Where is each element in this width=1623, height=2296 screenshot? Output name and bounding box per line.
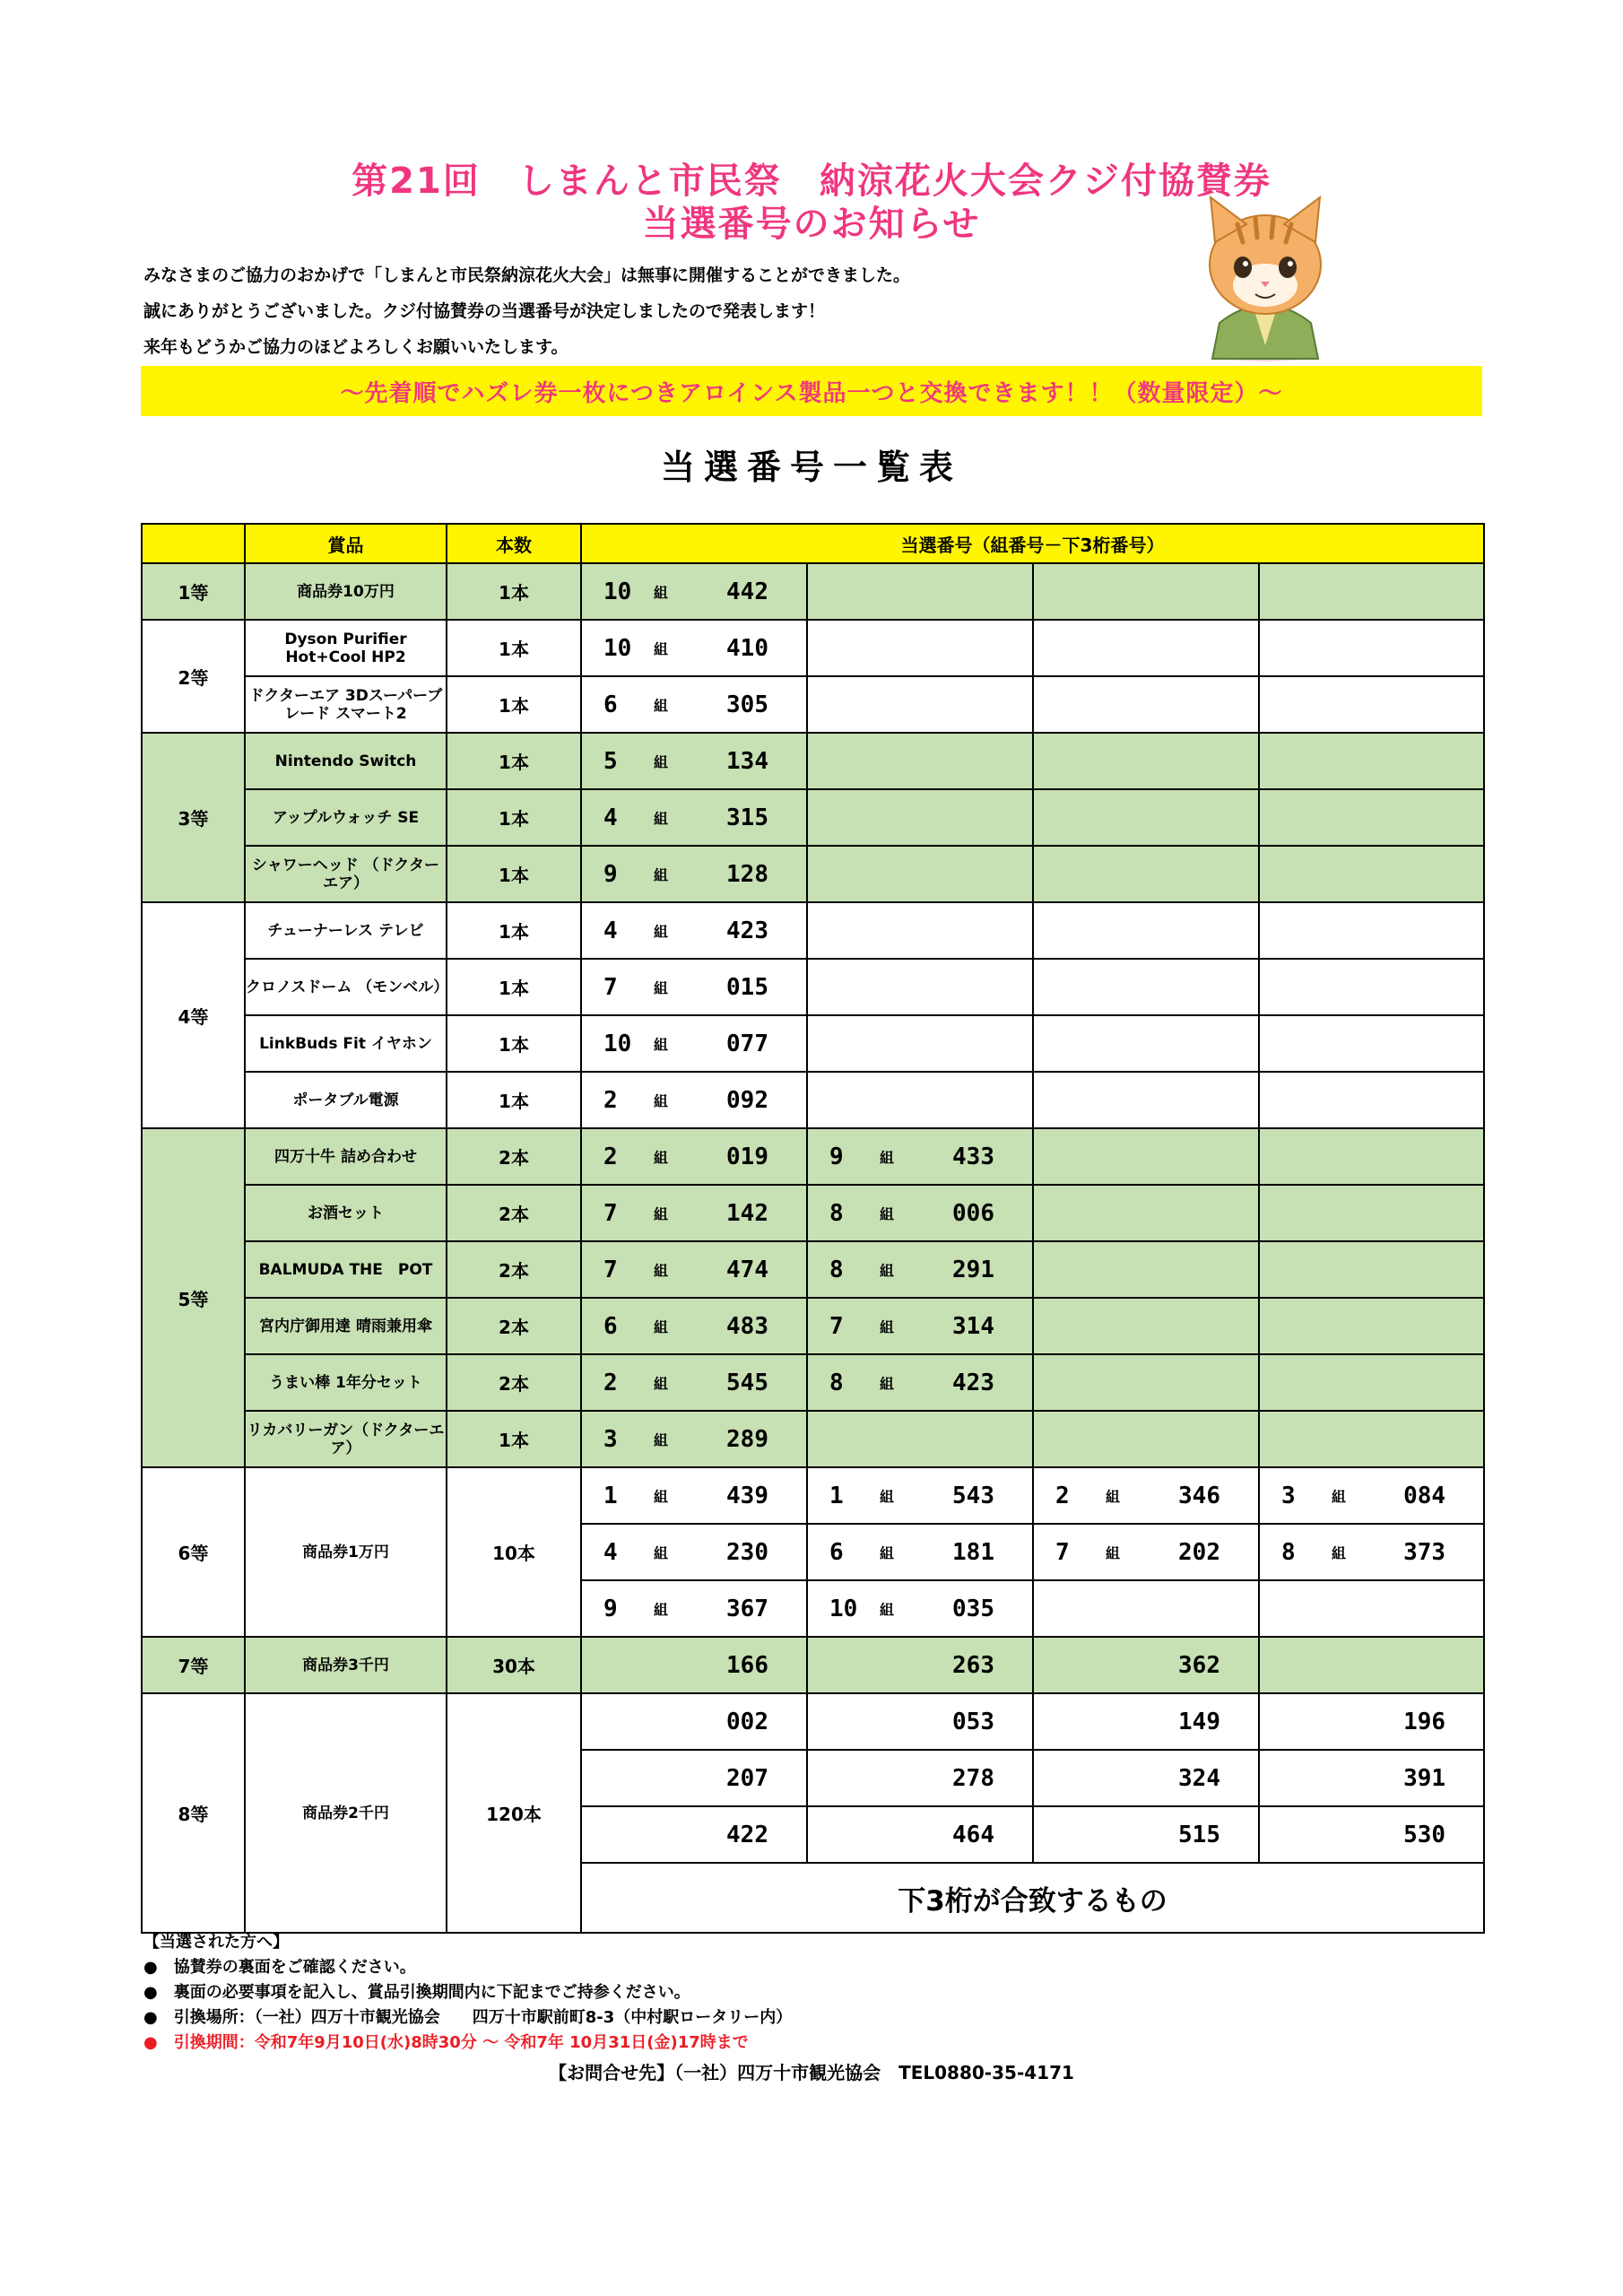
prize-count: 1本 [447,959,581,1015]
group-number: 4 [603,917,618,944]
ticket-number: 314 [952,1312,994,1340]
prize-name: 商品券3千円 [245,1637,447,1693]
prize-count: 1本 [447,676,581,733]
number-cell [807,1524,1033,1580]
number-cell [1259,1411,1484,1467]
ticket-number: 423 [726,917,768,944]
rank-cell: 6等 [142,1467,245,1637]
number-cell [1259,1072,1484,1128]
group-number: 8 [829,1256,844,1283]
group-number: 7 [603,973,618,1001]
ticket-number: 181 [952,1538,994,1566]
group-label: 組 [654,1149,669,1166]
prize-count: 2本 [447,1298,581,1354]
ticket-number: 543 [952,1482,994,1509]
number-cell [581,1806,807,1863]
intro-line-1: みなさまのご協力のおかげで「しまんと市民祭納涼花火大会」は無事に開催することができました。 [143,265,911,285]
table-row [142,1693,1484,1750]
ticket-number: 128 [726,860,768,888]
prize-name: 商品券1万円 [245,1467,447,1637]
number-cell [1259,902,1484,959]
number-cell [1033,1015,1259,1072]
ticket-number: 474 [726,1256,768,1283]
number-cell [581,902,807,959]
footer-bullet-3: ● 引換場所：（一社）四万十市観光協会 四万十市駅前町8-3（中村駅ロータリー内） [143,2008,793,2027]
prize-count: 1本 [447,620,581,676]
exchange-banner: ～先着順でハズレ券一枚につきアロインス製品一つと交換できます！！（数量限定）～ [141,366,1482,416]
number-cell [581,1072,807,1128]
number-cell [1259,1241,1484,1298]
table-row [142,563,1484,620]
number-cell [1259,1693,1484,1750]
ticket-number: 367 [726,1595,768,1622]
number-cell [1259,959,1484,1015]
number-cell [807,676,1033,733]
group-label: 組 [654,1036,669,1053]
prize-name: クロノスドーム （モンベル） [245,959,447,1015]
ticket-number: 362 [1178,1651,1220,1679]
prize-count: 1本 [447,563,581,620]
ticket-number: 142 [726,1199,768,1227]
table-row [142,676,1484,733]
number-cell [807,1072,1033,1128]
ticket-number: 410 [726,634,768,662]
table-row [142,620,1484,676]
ticket-number: 230 [726,1538,768,1566]
number-cell [1259,1467,1484,1524]
rank-cell: 2等 [142,620,245,733]
number-cell [1033,1298,1259,1354]
number-cell [1033,1467,1259,1524]
intro-line-3: 来年もどうかご協力のほどよろしくお願いいたします。 [143,337,568,357]
group-label: 組 [654,1318,669,1335]
prize-count: 2本 [447,1128,581,1185]
rank-cell: 1等 [142,563,245,620]
ticket-number: 530 [1403,1821,1446,1848]
group-number: 10 [603,634,632,662]
table-row [142,902,1484,959]
group-number: 1 [603,1482,618,1509]
prize-name: お酒セット [245,1185,447,1241]
prize-name: BALMUDA THE POT [245,1241,447,1298]
ticket-number: 291 [952,1256,994,1283]
number-cell [1259,1806,1484,1863]
number-cell [1033,1354,1259,1411]
number-cell [1033,959,1259,1015]
ticket-number: 442 [726,578,768,605]
number-cell [1259,1185,1484,1241]
number-cell [807,1580,1033,1637]
group-number: 2 [603,1086,618,1114]
prize-name: LinkBuds Fit イヤホン [245,1015,447,1072]
rank-cell: 7等 [142,1637,245,1693]
number-cell [807,1750,1033,1806]
group-label: 組 [880,1205,895,1222]
group-label: 組 [1332,1488,1347,1505]
contact-info: 【お問合せ先】（一社）四万十市観光協会 TEL0880-35-4171 [549,2062,1074,2083]
group-number: 7 [603,1256,618,1283]
group-number: 9 [603,1595,618,1622]
prize-name: チューナーレス テレビ [245,902,447,959]
number-cell [581,563,807,620]
number-cell [581,1750,807,1806]
table-row [142,1185,1484,1241]
prize-count: 1本 [447,1411,581,1467]
number-cell [807,1467,1033,1524]
number-cell [581,1693,807,1750]
group-label: 組 [654,923,669,940]
group-label: 組 [880,1149,895,1166]
number-cell [1033,1072,1259,1128]
number-cell [1033,1128,1259,1185]
number-cell [1033,1580,1259,1637]
ticket-number: 391 [1403,1764,1446,1792]
number-cell [1259,676,1484,733]
ticket-number: 423 [952,1369,994,1396]
header-numbers: 当選番号（組番号－下3桁番号） [581,524,1484,563]
number-cell [1259,1750,1484,1806]
number-cell [581,1185,807,1241]
group-label: 組 [654,1262,669,1279]
group-number: 2 [1055,1482,1070,1509]
group-label: 組 [654,584,669,601]
table-row [142,1411,1484,1467]
group-number: 7 [1055,1538,1070,1566]
prize-count: 120本 [447,1693,581,1933]
number-cell [1259,846,1484,902]
number-cell [807,902,1033,959]
ticket-number: 278 [952,1764,994,1792]
number-cell [807,959,1033,1015]
group-label: 組 [654,1431,669,1448]
prize-name: Nintendo Switch [245,733,447,789]
number-cell [1033,563,1259,620]
prize-name: 四万十牛 詰め合わせ [245,1128,447,1185]
group-label: 組 [654,1544,669,1561]
group-label: 組 [880,1488,895,1505]
footer-bullet-1: ● 協賛券の裏面をご確認ください。 [143,1958,416,1977]
number-cell [581,733,807,789]
exchange-period: ● 引換期間：令和7年9月10日(水)8時30分 ～ 令和7年 10月31日(金)17時まで [143,2033,749,2052]
number-cell [1033,1241,1259,1298]
ticket-number: 422 [726,1821,768,1848]
number-cell [1259,563,1484,620]
group-label: 組 [654,697,669,714]
number-cell [1033,1806,1259,1863]
number-cell [581,1128,807,1185]
group-label: 組 [1106,1544,1121,1561]
number-cell [807,1806,1033,1863]
header-count: 本数 [447,524,581,563]
ticket-number: 084 [1403,1482,1446,1509]
ticket-number: 289 [726,1425,768,1453]
number-cell [581,1411,807,1467]
table-row [142,1637,1484,1693]
group-label: 組 [654,1205,669,1222]
group-number: 10 [829,1595,858,1622]
prize-count: 1本 [447,1015,581,1072]
number-cell [581,1354,807,1411]
group-label: 組 [654,810,669,827]
intro-line-2: 誠にありがとうございました。クジ付協賛券の当選番号が決定しましたので発表します！ [143,301,826,321]
ticket-number: 015 [726,973,768,1001]
number-cell [1259,620,1484,676]
table-row [142,1354,1484,1411]
group-number: 10 [603,1030,632,1057]
group-label: 組 [654,1601,669,1618]
number-cell [1259,1128,1484,1185]
prize-name: Dyson Purifier Hot+Cool HP2 [245,620,447,676]
prize-name: リカバリーガン（ドクターエア） [245,1411,447,1467]
ticket-number: 373 [1403,1538,1446,1566]
prize-count: 1本 [447,789,581,846]
prize-name: シャワーヘッド （ドクターエア） [245,846,447,902]
number-cell [807,1128,1033,1185]
number-cell [581,846,807,902]
header-blank [142,524,245,563]
group-label: 組 [880,1544,895,1561]
number-cell [1033,1637,1259,1693]
rank-cell: 4等 [142,902,245,1128]
group-number: 8 [829,1369,844,1396]
prize-name: ポータブル電源 [245,1072,447,1128]
prize-count: 2本 [447,1185,581,1241]
ticket-number: 202 [1178,1538,1220,1566]
table-row [142,789,1484,846]
group-label: 組 [880,1262,895,1279]
group-label: 組 [654,866,669,883]
group-number: 3 [1281,1482,1296,1509]
number-cell [1033,1750,1259,1806]
table-row [142,1467,1484,1524]
number-cell [807,1241,1033,1298]
header-prize: 賞品 [245,524,447,563]
table-row [142,1128,1484,1185]
number-cell [807,563,1033,620]
ticket-number: 315 [726,804,768,831]
group-number: 2 [603,1143,618,1170]
number-cell [807,789,1033,846]
ticket-number: 515 [1178,1821,1220,1848]
prize-count: 1本 [447,733,581,789]
prize-count: 1本 [447,846,581,902]
group-label: 組 [654,1488,669,1505]
number-cell [1259,1015,1484,1072]
number-cell [581,620,807,676]
number-cell [1259,1298,1484,1354]
prize-name: アップルウォッチ SE [245,789,447,846]
number-cell [1033,676,1259,733]
number-cell [1259,733,1484,789]
ticket-number: 092 [726,1086,768,1114]
group-label: 組 [654,753,669,770]
prize-name: 商品券2千円 [245,1693,447,1933]
ticket-number: 077 [726,1030,768,1057]
prize-count: 2本 [447,1354,581,1411]
ticket-number: 464 [952,1821,994,1848]
table-row [142,1072,1484,1128]
prize-count: 10本 [447,1467,581,1637]
ticket-number: 035 [952,1595,994,1622]
eighth-prize-note: 下3桁が合致するもの [581,1863,1484,1933]
number-cell [807,846,1033,902]
ticket-number: 006 [952,1199,994,1227]
prize-count: 1本 [447,902,581,959]
group-label: 組 [1106,1488,1121,1505]
ticket-number: 545 [726,1369,768,1396]
table-row [142,1298,1484,1354]
table-row [142,959,1484,1015]
number-cell [581,1637,807,1693]
number-cell [807,1185,1033,1241]
group-label: 組 [880,1601,895,1618]
group-label: 組 [654,640,669,657]
group-number: 2 [603,1369,618,1396]
number-cell [807,1354,1033,1411]
rank-cell: 3等 [142,733,245,902]
group-number: 9 [603,860,618,888]
group-number: 8 [1281,1538,1296,1566]
ticket-number: 207 [726,1764,768,1792]
rank-cell: 5等 [142,1128,245,1467]
ticket-number: 149 [1178,1708,1220,1735]
number-cell [1259,1524,1484,1580]
group-label: 組 [1332,1544,1347,1561]
number-cell [1259,1580,1484,1637]
number-cell [581,1580,807,1637]
number-cell [1259,1637,1484,1693]
prize-count: 2本 [447,1241,581,1298]
number-cell [1033,1693,1259,1750]
group-number: 3 [603,1425,618,1453]
group-number: 9 [829,1143,844,1170]
number-cell [1259,789,1484,846]
group-label: 組 [880,1375,895,1392]
number-cell [1033,902,1259,959]
number-cell [581,676,807,733]
number-cell [807,733,1033,789]
prize-count: 1本 [447,1072,581,1128]
number-cell [581,959,807,1015]
ticket-number: 053 [952,1708,994,1735]
ticket-number: 483 [726,1312,768,1340]
number-cell [1033,789,1259,846]
number-cell [807,1298,1033,1354]
group-number: 5 [603,747,618,775]
ticket-number: 019 [726,1143,768,1170]
number-cell [807,1693,1033,1750]
table-row [142,846,1484,902]
ticket-number: 002 [726,1708,768,1735]
number-cell [581,1467,807,1524]
list-title: 当選番号一覧表 [660,448,962,487]
ticket-number: 305 [726,691,768,718]
group-number: 4 [603,804,618,831]
winning-numbers-table [141,523,1485,1934]
prize-name: 商品券10万円 [245,563,447,620]
group-number: 8 [829,1199,844,1227]
number-cell [1033,1524,1259,1580]
number-cell [1033,620,1259,676]
number-cell [807,620,1033,676]
ticket-number: 166 [726,1651,768,1679]
number-cell [807,1015,1033,1072]
group-number: 6 [829,1538,844,1566]
group-label: 組 [654,979,669,996]
page-subtitle: 当選番号のお知らせ [642,204,981,245]
prize-name: 宮内庁御用達 晴雨兼用傘 [245,1298,447,1354]
footer-heading: 【当選された方へ】 [143,1933,289,1952]
cat-mascot-icon [1184,188,1347,368]
page-title: 第21回 しまんと市民祭 納涼花火大会クジ付協賛券 [352,161,1271,202]
ticket-number: 324 [1178,1764,1220,1792]
number-cell [581,1241,807,1298]
number-cell [807,1411,1033,1467]
number-cell [581,789,807,846]
group-number: 4 [603,1538,618,1566]
number-cell [581,1298,807,1354]
ticket-number: 433 [952,1143,994,1170]
group-number: 7 [829,1312,844,1340]
ticket-number: 439 [726,1482,768,1509]
ticket-number: 196 [1403,1708,1446,1735]
footer-bullet-2: ● 裏面の必要事項を記入し、賞品引換期間内に下記までご持参ください。 [143,1983,690,2002]
group-number: 10 [603,578,632,605]
group-label: 組 [880,1318,895,1335]
number-cell [1033,1185,1259,1241]
number-cell [581,1015,807,1072]
number-cell [1033,846,1259,902]
group-label: 組 [654,1375,669,1392]
table-row [142,733,1484,789]
number-cell [1033,733,1259,789]
ticket-number: 263 [952,1651,994,1679]
group-label: 組 [654,1092,669,1109]
table-row [142,1015,1484,1072]
number-cell [1259,1354,1484,1411]
number-cell [1033,1411,1259,1467]
group-number: 1 [829,1482,844,1509]
group-number: 6 [603,691,618,718]
prize-count: 30本 [447,1637,581,1693]
prize-name: うまい棒 1年分セット [245,1354,447,1411]
number-cell [581,1524,807,1580]
ticket-number: 134 [726,747,768,775]
group-number: 7 [603,1199,618,1227]
group-number: 6 [603,1312,618,1340]
rank-cell: 8等 [142,1693,245,1933]
table-row [142,1241,1484,1298]
prize-name: ドクターエア 3Dスーパーブレード スマート2 [245,676,447,733]
number-cell [807,1637,1033,1693]
ticket-number: 346 [1178,1482,1220,1509]
